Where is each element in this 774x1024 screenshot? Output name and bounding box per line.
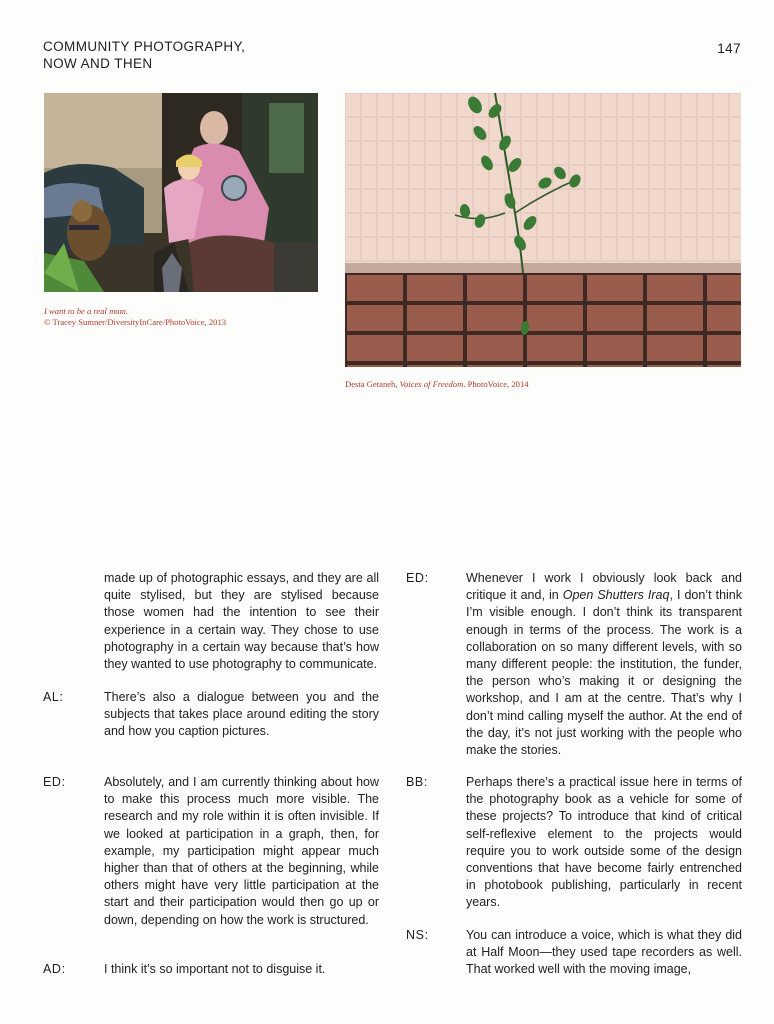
caption-suffix: . PhotoVoice, 2014 [463, 379, 529, 389]
paragraph: made up of photographic essays, and they are all quite stylised, but they are stylised because those women had the intention to see their experience in a certain way. They chose to use photography in a certain way because that’s how they wanted to use photography to communicate. [104, 571, 379, 672]
speaker-label: AL: [43, 690, 64, 704]
speaker-label: BB: [406, 775, 428, 789]
speaker-label: AD: [43, 962, 66, 976]
page-number: 147 [717, 41, 741, 56]
paragraph: Perhaps there’s a practical issue here in terms of the photography book as a vehicle for some of these projects? To introduce that kind of critical self-reflexive element to the projects would require you to work outside some of the design conventions that have become fairly entrenched in photobook publishing, particularly in recent years. [466, 775, 742, 910]
speaker-label: ED: [406, 571, 429, 585]
paragraph: Absolutely, and I am currently thinking about how to make this process much more visible. The research and my role within it is often invisible. If we looked at participation in a graph, then, for example, my participation might appear much higher than that of others at the beginning, while others might have very little participation at the start and their participation would then go up or down, depending on how the work is structured. [104, 775, 379, 927]
photo-vine-on-tiles [345, 93, 741, 367]
paragraph: There’s also a dialogue between you and the subjects that takes place around editing the story and how you caption pictures. [104, 690, 379, 739]
caption-credit: Desta Getaneh, [345, 379, 400, 389]
caption-title: Voices of Freedom [399, 379, 464, 389]
figure-caption [44, 306, 314, 328]
caption-title: I want to be a real mum. [44, 306, 128, 316]
speaker-label: NS: [406, 928, 429, 942]
paragraph: You can introduce a voice, which is what they did at Half Moon—they used tape recorders as well. That worked well with the moving image, [466, 928, 742, 977]
caption-credit: © Tracey Sumner/DiversityInCare/PhotoVoice, 2013 [44, 317, 227, 327]
figure-caption [345, 379, 741, 390]
paragraph: Whenever I work I obviously look back and critique it and, in Open Shutters Iraq, I don’t think I’m visible enough. I don’t think its transparent enough in terms of the process. The work is a collaboration on so many different levels, with so many different people: the institution, the funder, the person who’s making it or designing the workshop, and I am at the centre. That’s why I don’t mind calling myself the author. At the end of the day, it’s not just working with the people who make the stories. [466, 571, 742, 758]
running-title: COMMUNITY PHOTOGRAPHY, NOW AND THEN [43, 39, 246, 71]
paragraph: I think it’s so important not to disguise it. [104, 962, 326, 976]
speaker-label: ED: [43, 775, 66, 789]
photo-woman-with-doll [44, 93, 318, 292]
